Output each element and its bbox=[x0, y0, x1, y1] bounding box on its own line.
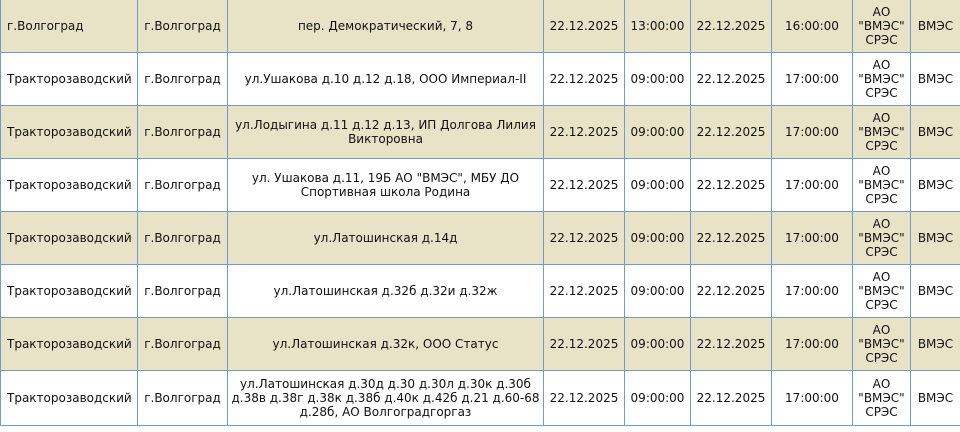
end-time-cell: 17:00:00 bbox=[772, 212, 853, 265]
address-cell: пер. Демократический, 7, 8 bbox=[228, 0, 544, 53]
start-date-cell: 22.12.2025 bbox=[544, 0, 625, 53]
end-date-cell: 22.12.2025 bbox=[691, 265, 772, 318]
district-cell: Тракторозаводский bbox=[1, 265, 138, 318]
end-date-cell: 22.12.2025 bbox=[691, 212, 772, 265]
start-date-cell: 22.12.2025 bbox=[544, 212, 625, 265]
end-time-cell: 17:00:00 bbox=[772, 265, 853, 318]
start-time-cell: 09:00:00 bbox=[625, 212, 691, 265]
start-time-cell: 09:00:00 bbox=[625, 318, 691, 371]
start-time-cell: 09:00:00 bbox=[625, 371, 691, 426]
end-time-cell: 17:00:00 bbox=[772, 371, 853, 426]
end-time-cell: 17:00:00 bbox=[772, 106, 853, 159]
end-date-cell: 22.12.2025 bbox=[691, 106, 772, 159]
start-time-cell: 13:00:00 bbox=[625, 0, 691, 53]
district-cell: Тракторозаводский bbox=[1, 318, 138, 371]
start-time-cell: 09:00:00 bbox=[625, 265, 691, 318]
table-row bbox=[1, 212, 960, 265]
end-date-cell: 22.12.2025 bbox=[691, 318, 772, 371]
start-date-cell: 22.12.2025 bbox=[544, 159, 625, 212]
address-cell: ул.Лодыгина д.11 д.12 д.13, ИП Долгова Лилия Викторовна bbox=[228, 106, 544, 159]
end-date-cell: 22.12.2025 bbox=[691, 0, 772, 53]
city-cell: г.Волгоград bbox=[138, 106, 228, 159]
district-cell: Тракторозаводский bbox=[1, 371, 138, 426]
city-cell: г.Волгоград bbox=[138, 371, 228, 426]
city-cell: г.Волгоград bbox=[138, 53, 228, 106]
organization-cell: АО "ВМЭС" СРЭС bbox=[853, 265, 911, 318]
end-time-cell: 16:00:00 bbox=[772, 0, 853, 53]
end-time-cell: 17:00:00 bbox=[772, 159, 853, 212]
table-row bbox=[1, 159, 960, 212]
organization-cell: АО "ВМЭС" СРЭС bbox=[853, 106, 911, 159]
table-row bbox=[1, 265, 960, 318]
organization-cell: АО "ВМЭС" СРЭС bbox=[853, 318, 911, 371]
organization-cell: АО "ВМЭС" СРЭС bbox=[853, 0, 911, 53]
address-cell: ул. Ушакова д.11, 19Б АО "ВМЭС", МБУ ДО Спортивная школа Родина bbox=[228, 159, 544, 212]
city-cell: г.Волгоград bbox=[138, 265, 228, 318]
network-cell: ВМЭС bbox=[911, 212, 960, 265]
end-date-cell: 22.12.2025 bbox=[691, 159, 772, 212]
district-cell: Тракторозаводский bbox=[1, 106, 138, 159]
network-cell: ВМЭС bbox=[911, 159, 960, 212]
organization-cell: АО "ВМЭС" СРЭС bbox=[853, 53, 911, 106]
district-cell: Тракторозаводский bbox=[1, 159, 138, 212]
table-row bbox=[1, 371, 960, 426]
table-row bbox=[1, 106, 960, 159]
address-cell: ул.Латошинская д.14д bbox=[228, 212, 544, 265]
city-cell: г.Волгоград bbox=[138, 0, 228, 53]
address-cell: ул.Ушакова д.10 д.12 д.18, ООО Империал-II bbox=[228, 53, 544, 106]
network-cell: ВМЭС bbox=[911, 318, 960, 371]
organization-cell: АО "ВМЭС" СРЭС bbox=[853, 159, 911, 212]
district-cell: Тракторозаводский bbox=[1, 212, 138, 265]
table-body bbox=[1, 0, 960, 426]
start-date-cell: 22.12.2025 bbox=[544, 106, 625, 159]
end-date-cell: 22.12.2025 bbox=[691, 53, 772, 106]
organization-cell: АО "ВМЭС" СРЭС bbox=[853, 212, 911, 265]
district-cell: Тракторозаводский bbox=[1, 53, 138, 106]
organization-cell: АО "ВМЭС" СРЭС bbox=[853, 371, 911, 426]
start-time-cell: 09:00:00 bbox=[625, 159, 691, 212]
network-cell: ВМЭС bbox=[911, 53, 960, 106]
address-cell: ул.Латошинская д.32к, ООО Статус bbox=[228, 318, 544, 371]
start-date-cell: 22.12.2025 bbox=[544, 265, 625, 318]
start-date-cell: 22.12.2025 bbox=[544, 53, 625, 106]
start-time-cell: 09:00:00 bbox=[625, 53, 691, 106]
start-date-cell: 22.12.2025 bbox=[544, 371, 625, 426]
table-row bbox=[1, 318, 960, 371]
city-cell: г.Волгоград bbox=[138, 318, 228, 371]
city-cell: г.Волгоград bbox=[138, 212, 228, 265]
network-cell: ВМЭС bbox=[911, 106, 960, 159]
end-time-cell: 17:00:00 bbox=[772, 53, 853, 106]
district-cell: г.Волгоград bbox=[1, 0, 138, 53]
start-time-cell: 09:00:00 bbox=[625, 106, 691, 159]
end-time-cell: 17:00:00 bbox=[772, 318, 853, 371]
table-row bbox=[1, 53, 960, 106]
city-cell: г.Волгоград bbox=[138, 159, 228, 212]
network-cell: ВМЭС bbox=[911, 371, 960, 426]
address-cell: ул.Латошинская д.30д д.30 д.30л д.30к д.30б д.38в д.38г д.38к д.38б д.40к д.42б д.21 д.60-68 д.28б, АО Волгоградгоргаз bbox=[228, 371, 544, 426]
end-date-cell: 22.12.2025 bbox=[691, 371, 772, 426]
network-cell: ВМЭС bbox=[911, 265, 960, 318]
table-row bbox=[1, 0, 960, 53]
address-cell: ул.Латошинская д.32б д.32и д.32ж bbox=[228, 265, 544, 318]
start-date-cell: 22.12.2025 bbox=[544, 318, 625, 371]
network-cell: ВМЭС bbox=[911, 0, 960, 53]
